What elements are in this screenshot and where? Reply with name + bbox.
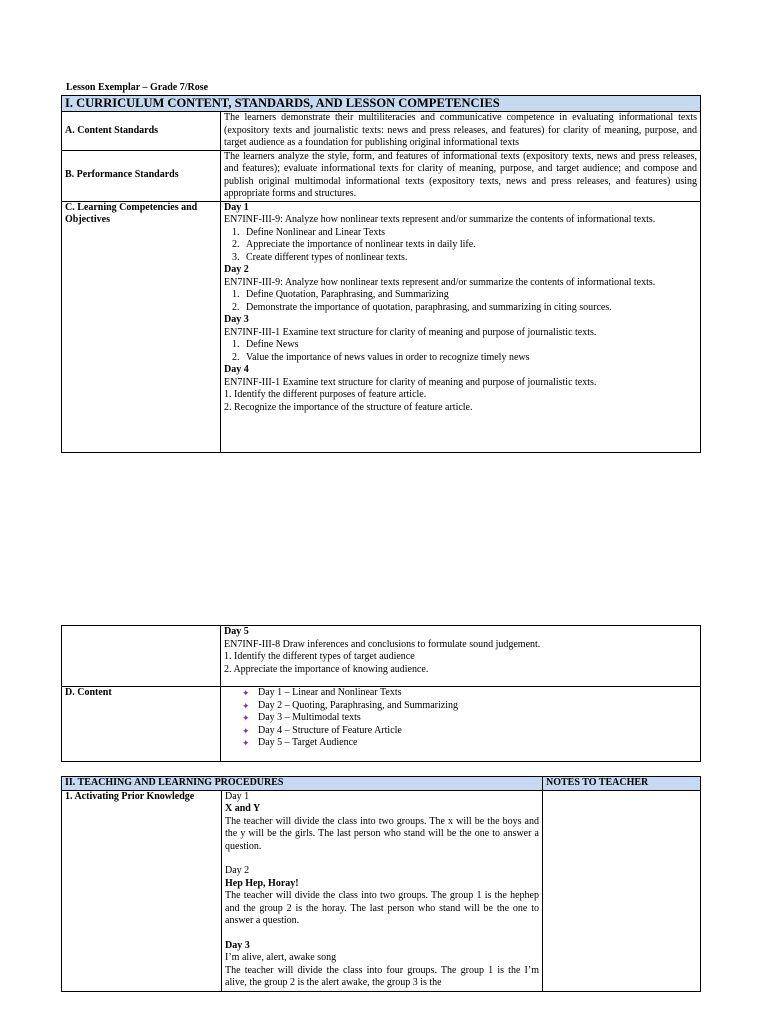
list-item [242, 737, 697, 750]
content-standards-label: A. Content Standards [62, 112, 221, 151]
list-item: 1. Define News [242, 339, 697, 352]
day-5-objective-2: 2. Appreciate the importance of knowing audience. [224, 663, 429, 675]
list-item: 2. Demonstrate the importance of quotation, paraphrasing, and summarizing in citing sources. [242, 302, 697, 315]
content-item: Day 2 – Quoting, Paraphrasing, and Summarizing [258, 699, 458, 711]
document-title: Lesson Exemplar – Grade 7/Rose [66, 82, 209, 93]
bullet-icon: ✦ [242, 725, 250, 736]
competencies-cell [221, 201, 701, 452]
day-1-title: Day 1 [224, 201, 249, 213]
content-standards-text: The learners demonstrate their multiliteracies and communicative competence in evaluating informational texts (expository texts and journalistic texts: news and press releases, and features) for clarity of meaning, purpose, and target audience as a foundation for publishing original informational texts [221, 112, 701, 151]
content-item: Day 3 – Multimodal texts [258, 712, 361, 723]
day-5-objective-1: 1. Identify the different types of target audience [224, 651, 415, 662]
day-5-competency: EN7INF-III-8 Draw inferences and conclusions to formulate sound judgement. [224, 638, 541, 650]
day-2-objectives [224, 289, 697, 314]
day-4-title: Day 4 [224, 364, 249, 375]
list-item: 1. Define Nonlinear and Linear Texts [242, 227, 697, 240]
day-2-description: The teacher will divide the class into two groups. The group 1 is the hephep and the group 2 is the horay. The last person who stand will be the one to answer a question. [225, 890, 539, 926]
content-item: Day 4 – Structure of Feature Article [258, 724, 402, 736]
content-list [224, 687, 697, 750]
day-3-title: Day 3 [224, 314, 249, 325]
day-2-title: Day 2 [225, 865, 250, 876]
day-2-activity: Hep Hep, Horay! [225, 877, 299, 889]
section-1-header: I. CURRICULUM CONTENT, STANDARDS, AND LESSON COMPETENCIES [62, 96, 701, 112]
day-3-description: The teacher will divide the class into four groups. The group 1 is the I’m alive, the group 2 is the alert awake, the group 3 is the [225, 964, 539, 988]
content-item: Day 5 – Target Audience [258, 737, 358, 748]
day-3-objectives [224, 339, 697, 364]
procedures-table [61, 776, 701, 992]
notes-cell [543, 790, 701, 991]
day-1-competency: EN7INF-III-9: Analyze how nonlinear texts represent and/or summarize the contents of informational texts. [224, 214, 656, 225]
performance-standards-label: B. Performance Standards [62, 150, 221, 201]
curriculum-table-continued [61, 625, 701, 762]
day-1-title: Day 1 [225, 790, 250, 802]
day-1-description: The teacher will divide the class into two groups. The x will be the boys and the y will be the girls. The last person who stand will be the one to answer a question. [225, 815, 539, 852]
day-2-title: Day 2 [224, 264, 249, 275]
list-item [242, 700, 697, 713]
day-1-activity: X and Y [225, 803, 261, 814]
day-1-objectives [224, 227, 697, 265]
content-cell [221, 687, 701, 762]
table-row [62, 687, 701, 762]
bullet-icon: ✦ [242, 738, 250, 748]
bullet-icon: ✦ [242, 700, 250, 711]
table-row [62, 150, 701, 201]
bullet-icon: ✦ [242, 688, 250, 698]
list-item [242, 712, 697, 725]
table-row [62, 112, 701, 151]
table-row [62, 201, 701, 452]
list-item [242, 687, 697, 700]
day-4-competency: EN7INF-III-1 Examine text structure for clarity of meaning and purpose of journalistic texts. [224, 376, 597, 388]
day-3-competency: EN7INF-III-1 Examine text structure for clarity of meaning and purpose of journalistic texts. [224, 326, 597, 338]
content-item: Day 1 – Linear and Nonlinear Texts [258, 687, 402, 698]
day-4-objective-1: 1. Identify the different purposes of feature article. [224, 389, 427, 400]
performance-standards-text: The learners analyze the style, form, and features of informational texts (expository texts, news and press releases, and features); evaluate informational texts for clarity of meaning, purpose, and target audience; and compose and publish original multimodal informational texts (expository texts, news and press releases, and features) using appropriate forms and structures. [221, 150, 701, 201]
list-item [242, 725, 697, 738]
list-item: 1. Define Quotation, Paraphrasing, and Summarizing [242, 289, 697, 302]
content-label: D. Content [62, 687, 221, 762]
table-row [62, 626, 701, 687]
table-row [62, 790, 701, 991]
day-4-objective-2: 2. Recognize the importance of the structure of feature article. [224, 401, 473, 413]
section-2-header: II. TEACHING AND LEARNING PROCEDURES [62, 777, 543, 791]
activating-label: 1. Activating Prior Knowledge [62, 790, 222, 991]
list-item: 2. Value the importance of news values in order to recognize timely news [242, 352, 697, 365]
list-item: 3. Create different types of nonlinear texts. [242, 252, 697, 265]
day-5-cell [221, 626, 701, 687]
competencies-label: C. Learning Competencies and Objectives [62, 201, 221, 452]
list-item: 2. Appreciate the importance of nonlinear texts in daily life. [242, 239, 697, 252]
day-3-activity: I’m alive, alert, awake song [225, 952, 337, 963]
empty-label-cell [62, 626, 221, 687]
curriculum-table [61, 95, 701, 453]
bullet-icon: ✦ [242, 713, 250, 723]
day-2-competency: EN7INF-III-9: Analyze how nonlinear texts represent and/or summarize the contents of informational texts. [224, 276, 656, 288]
activating-cell [222, 790, 543, 991]
notes-header: NOTES TO TEACHER [543, 777, 701, 791]
day-3-title: Day 3 [225, 939, 250, 951]
day-5-title: Day 5 [224, 626, 249, 637]
